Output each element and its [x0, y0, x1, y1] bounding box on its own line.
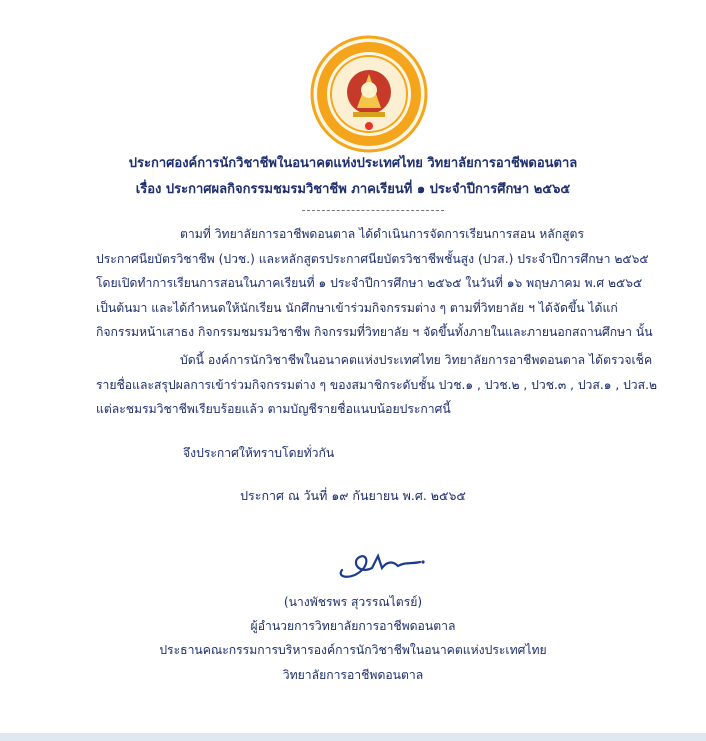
paragraph-1-line: ตามที่ วิทยาลัยการอาชีพดอนตาล ได้ดำเนินการจัดการเรียนการสอน หลักสูตร	[180, 227, 584, 241]
paragraph-1-line: โดยเปิดทำการเรียนการสอนในภาคเรียนที่ ๑ ประจำปีการศึกษา ๒๕๖๕ ในวันที่ ๑๖ พฤษภาคม พ.ศ ๒๕๖๕	[96, 276, 643, 290]
paragraph-1	[96, 222, 656, 345]
signatory-position-1: ผู้อำนวยการวิทยาลัยการอาชีพดอนตาล	[250, 619, 456, 633]
signatory-position-2: ประธานคณะกรรมการบริหารองค์การนักวิชาชีพในอนาคตแห่งประเทศไทย	[159, 643, 547, 657]
paragraph-1-line: กิจกรรมหน้าเสาธง กิจกรรมชมรมวิชาชีพ กิจกรรมที่วิทยาลัย ฯ จัดขึ้นทั้งภายในและภายนอกสถานศึกษา นั้น	[96, 325, 653, 339]
paragraph-2-line: แต่ละชมรมวิชาชีพเรียบร้อยแล้ว ตามบัญชีรายชื่อแนบน้อยประกาศนี้	[96, 402, 451, 416]
divider	[302, 210, 444, 211]
announcement-title: ประกาศองค์การนักวิชาชีพในอนาคตแห่งประเทศไทย วิทยาลัยการอาชีพดอนตาล	[128, 156, 578, 171]
paragraph-1-line: เป็นต้นมา และได้กำหนดให้นักเรียน นักศึกษาเข้าร่วมกิจกรรมต่าง ๆ ตามที่วิทยาลัย ฯ ได้จัดขึ้น ได้แก่	[96, 300, 618, 315]
paragraph-2	[96, 348, 656, 422]
announcement-subject: เรื่อง ประกาศผลกิจกรรมชมรมวิชาชีพ ภาคเรียนที่ ๑ ประจำปีการศึกษา ๒๕๖๕	[135, 182, 571, 197]
afat-emblem-icon	[309, 34, 429, 154]
signatory-name: (นางพัชรพร สุวรรณไตรย์)	[283, 595, 423, 609]
paragraph-2-line: รายชื่อและสรุปผลการเข้าร่วมกิจกรรมต่าง ๆ ของสมาชิกระดับชั้น ปวช.๑ , ปวช.๒ , ปวช.๓ , ปวส.๑ , ปวส.๒	[96, 377, 657, 392]
announcement-date: ประกาศ ณ วันที่ ๑๙ กันยายน พ.ศ. ๒๕๖๕	[240, 488, 466, 503]
bottom-border	[0, 733, 706, 741]
paragraph-2-line: บัดนี้ องค์การนักวิชาชีพในอนาคตแห่งประเทศไทย วิทยาลัยการอาชีพดอนตาล ได้ตรวจเช็ค	[180, 353, 653, 367]
signature-icon	[332, 540, 428, 584]
closing-statement: จึงประกาศให้ทราบโดยทั่วกัน	[183, 446, 335, 460]
paragraph-1-line: ประกาศนียบัตรวิชาชีพ (ปวช.) และหลักสูตรประกาศนียบัตรวิชาชีพชั้นสูง (ปวส.) ประจำปีการศึกษา ๒๕๖๕	[96, 251, 649, 266]
signatory-position-3: วิทยาลัยการอาชีพดอนตาล	[282, 668, 424, 682]
